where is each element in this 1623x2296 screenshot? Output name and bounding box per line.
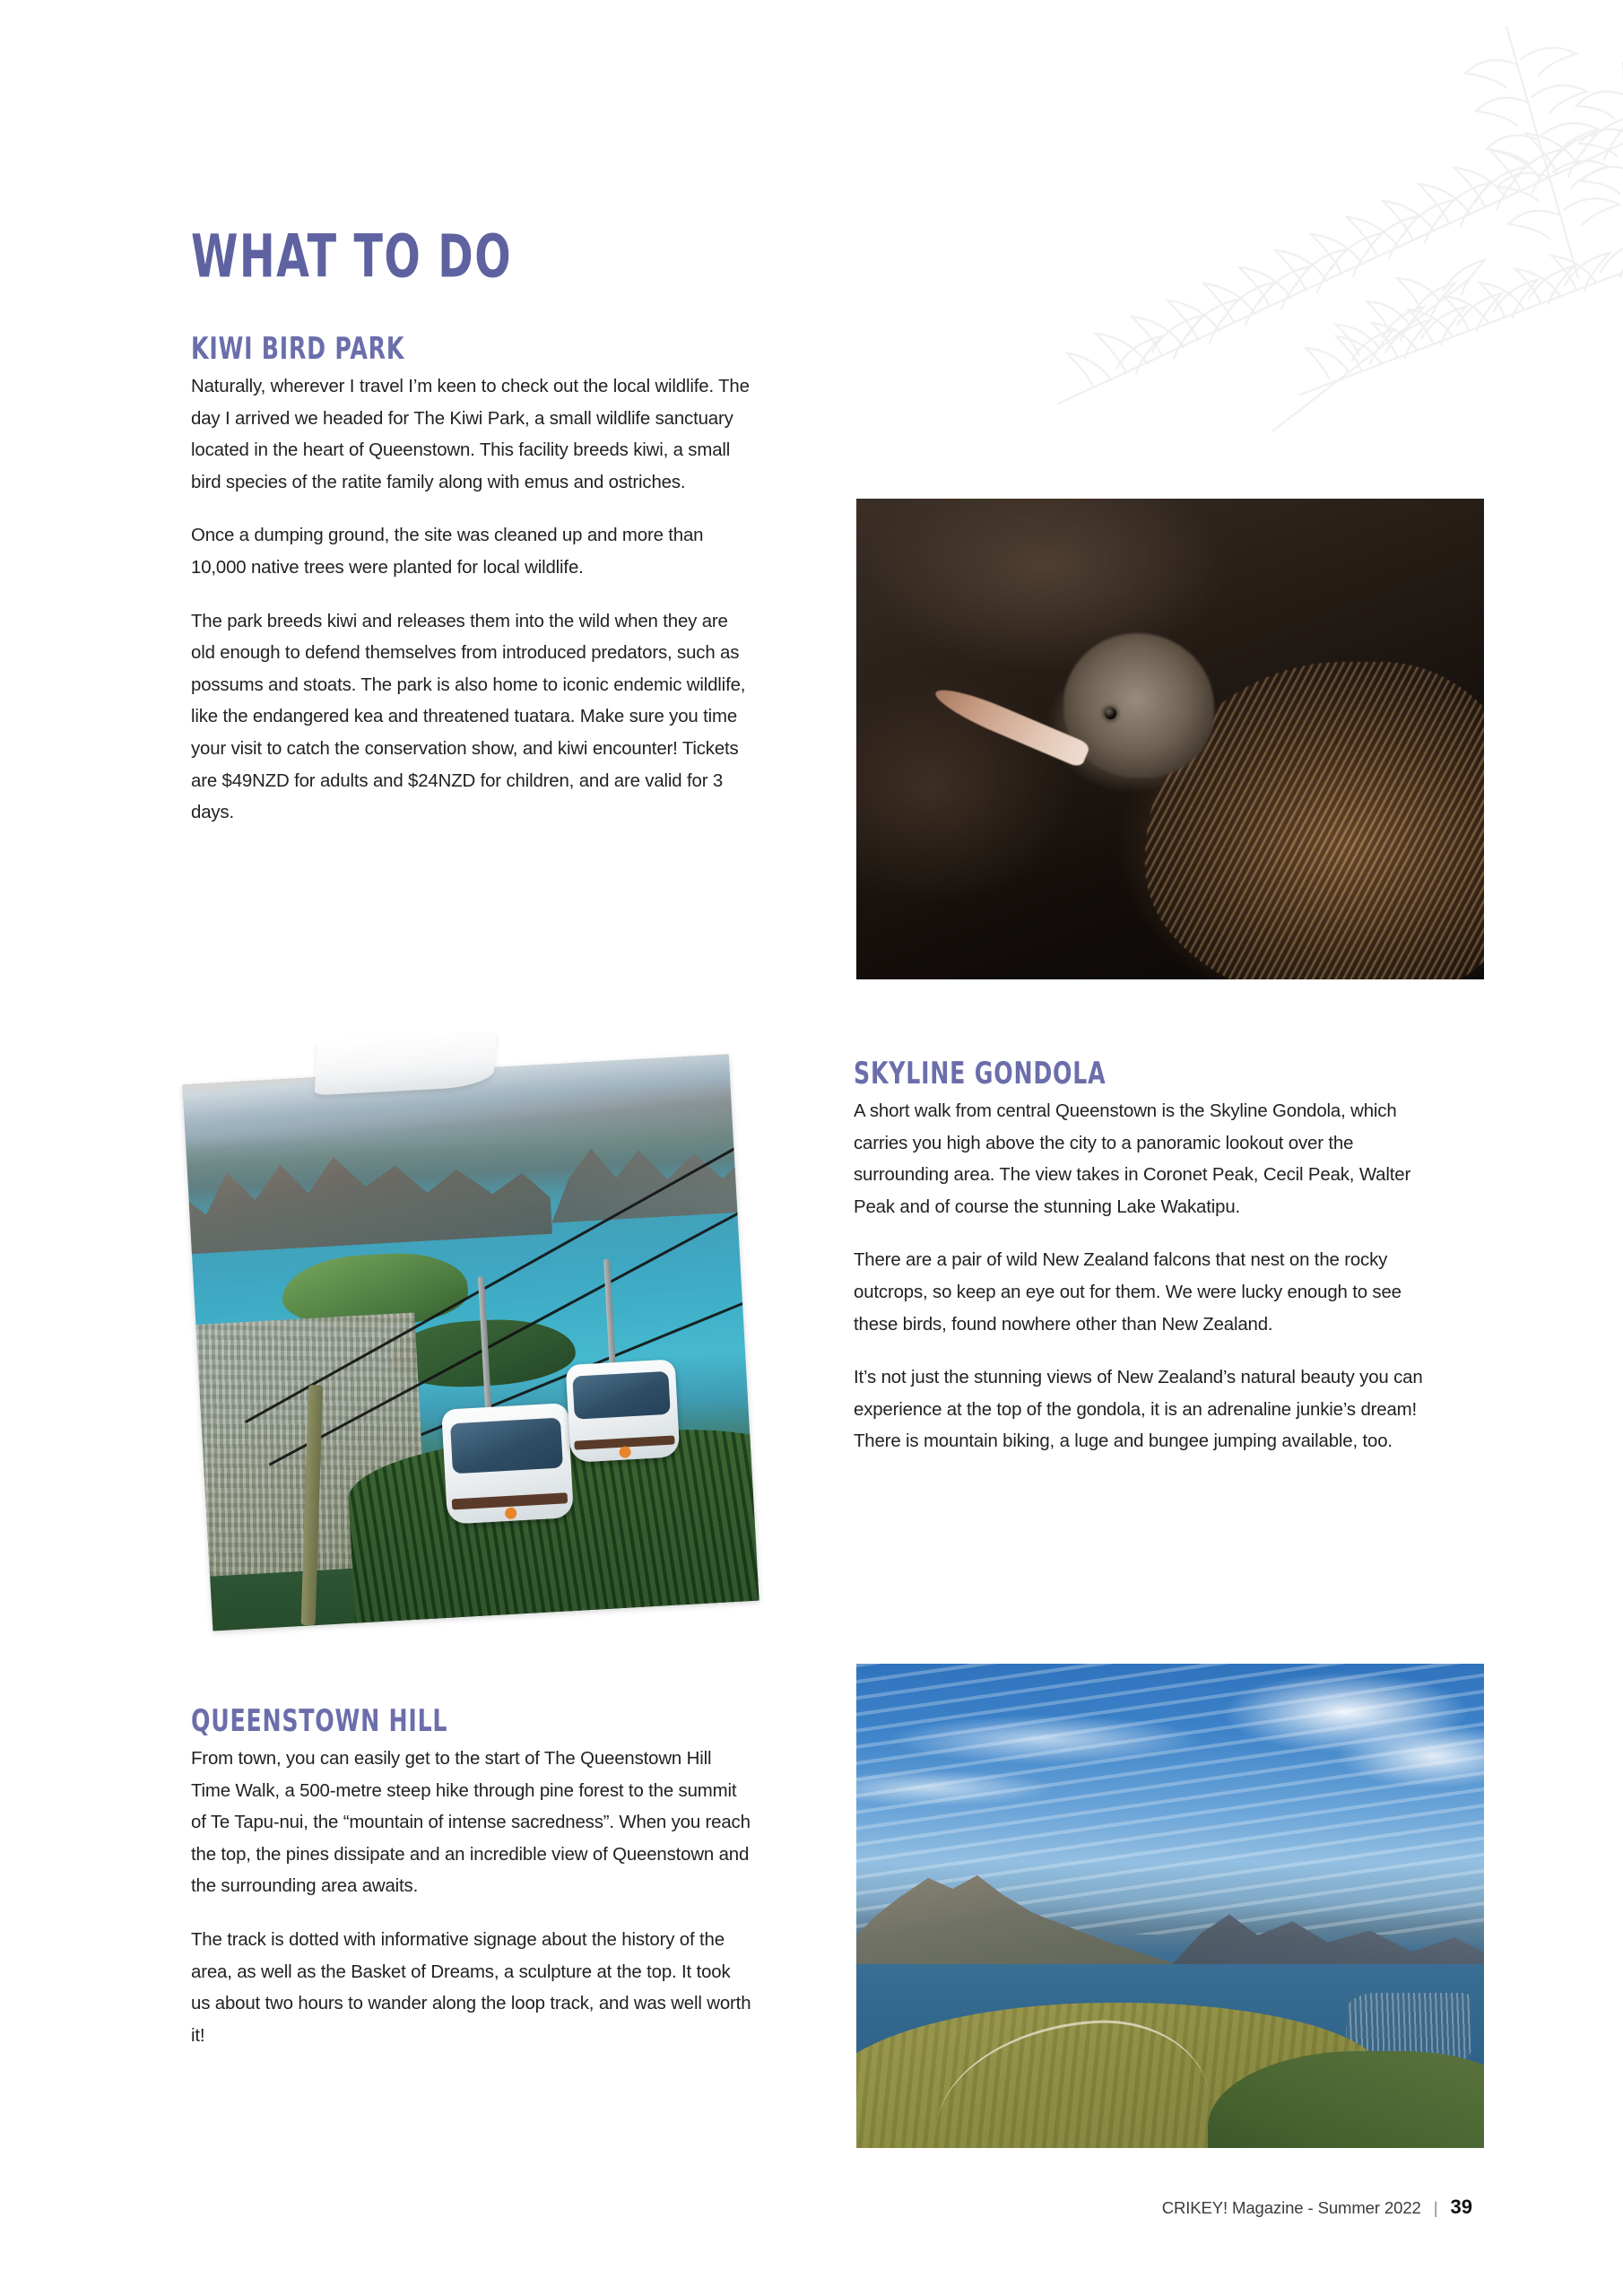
paragraph: Naturally, wherever I travel I’m keen to check out the local wildlife. The day I arrived we headed for The Kiwi Park, a small wildlife sanctuary located in the heart of Queenstown. This facility breeds kiwi, a small bird species of the ratite family along with emus and ostriches. [191, 377, 750, 492]
skyline-gondola-photo [190, 1057, 751, 1622]
paragraph: Once a dumping ground, the site was cleaned up and more than 10,000 native trees were planted for local wildlife. [191, 526, 704, 578]
paragraph: A short walk from central Queenstown is the Skyline Gondola, which carries you high above the city to a panoramic lookout over the surrounding area. The view takes in Coronet Peak, Cecil Peak, Walter Peak and of course the stunning Lake Wakatipu. [854, 1101, 1411, 1217]
kiwi-bird-photo [856, 499, 1484, 979]
gondola-cabin [442, 1403, 574, 1525]
paragraph: The track is dotted with informative signage about the history of the area, as well as the Basket of Dreams, a sculpture at the top. It took us about two hours to wander along the loop track, and was well worth it! [191, 1929, 751, 2046]
paragraph: There are a pair of wild New Zealand falcons that nest on the rocky outcrops, so keep an eye out for them. We were lucky enough to see these birds, found nowhere other than New Zealand. [854, 1250, 1402, 1335]
gondola-cabin [565, 1359, 680, 1463]
gondola-cabin-window [572, 1370, 671, 1419]
fern-watermark-icon [1004, 9, 1623, 439]
section-skyline-gondola [854, 1057, 1445, 1458]
section-kiwi-bird-park [191, 332, 751, 830]
gondola-photo-frame [182, 1054, 759, 1631]
queenstown-hill-photo [856, 1664, 1484, 2148]
section-queenstown-hill [191, 1704, 751, 2052]
kiwi-eye-shape [1105, 708, 1116, 719]
gondola-cabin-window [450, 1417, 563, 1474]
page-title: WHAT TO DO [191, 222, 513, 291]
footer-publication-text: CRIKEY! Magazine - Summer 2022 [1161, 2198, 1421, 2217]
skyline-logo-icon [504, 1507, 516, 1519]
section-heading-queenstown-hill: QUEENSTOWN HILL [191, 1704, 448, 1739]
page-footer [1162, 2196, 1472, 2219]
section-heading-skyline-gondola: SKYLINE GONDOLA [854, 1057, 1107, 1091]
skyline-logo-icon [619, 1446, 631, 1458]
paragraph: The park breeds kiwi and releases them into the wild when they are old enough to defend themselves from introduced predators, such as possums and stoats. The park is also home to iconic endemic wildlife, like the endangered kea and threatened tuatara. Make sure you time your visit to catch the conservation show, and kiwi encounter! Tickets are $49NZD for adults and $24NZD for children, and are valid for 3 days. [191, 611, 746, 823]
section-heading-kiwi-bird-park: KIWI BIRD PARK [191, 332, 405, 367]
paragraph: From town, you can easily get to the start of The Queenstown Hill Time Walk, a 500-metre steep hike through pine forest to the summit of Te Tapu-nui, the “mountain of intense sacredness”. When you reach the top, the pines dissipate and an incredible view of Queenstown and the surrounding area awaits. [191, 1749, 751, 1897]
footer-page-number: 39 [1450, 2196, 1472, 2218]
paragraph: It’s not just the stunning views of New Zealand’s natural beauty you can experience at the top of the gondola, it is an adrenaline junkie’s dream! There is mountain biking, a luge and bungee jumping available, too. [854, 1368, 1423, 1452]
footer-separator: | [1433, 2198, 1438, 2217]
